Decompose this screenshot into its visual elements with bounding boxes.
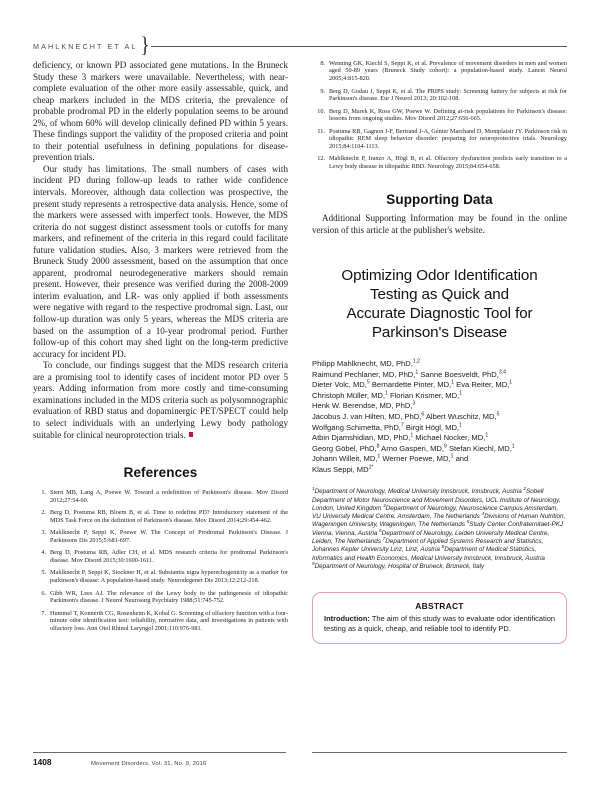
article-title-line: Parkinson's Disease bbox=[371, 324, 508, 342]
end-mark-icon bbox=[189, 432, 194, 437]
reference-number: 5. bbox=[41, 569, 46, 577]
reference-item bbox=[312, 88, 567, 103]
journal-citation: Movement Disorders, Vol. 31, No. 9, 2016 bbox=[91, 761, 207, 767]
reference-item bbox=[312, 108, 567, 123]
abstract-box bbox=[312, 592, 567, 644]
reference-item bbox=[33, 610, 288, 632]
body-paragraph: deficiency, or known PD associated gene mutations. In the Bruneck Study these 3 markers were unavailable. Nevertheless, with near-complete evaluation of the other more easily assessable, quick, and cheap markers included in the MDS criteria, the prevalence of probable prodromal PD in the elderly population seems to be around 2%, of whom 60% will develop clinically defined PD within 5 years. These findings support the validity of the proposed criteria and point to their potential usefulness in defining populations for disease-prevention trials. bbox=[33, 60, 288, 163]
reference-number: 3. bbox=[41, 529, 46, 537]
reference-text: Gibb WR, Lees AJ. The relevance of the Lewy body to the pathogenesis of idiopathic Parkinson's disease. J Neurol Neurosurg Psychiatry 1988;51:745-752. bbox=[50, 589, 288, 604]
affiliations: $^1$Department of Neurology, Medical University Innsbruck, Innsbruck, Austria $^2$Sobell Department of Motor Neuroscience and Movement Disorders, UCL Institute of Neurology, London, United Kingdom $^3$Department of Neurology, Neuroscience Campus Amsterdam, VU University Medical Centre, Amsterdam, The Netherlands $^4$Divisions of Human Nutrition, Wageningen University, Wageningen, The Netherlands $^5$Study Center Confraternitaet-PKJ Vienna, Vienna, Austria $^6$Department of Neurology, Leiden University Medical Centre, Leiden, The Netherlands $^7$Department of Applied Systems Research and Statistics, Johannes Kepler University Linz, Linz, Austria $^8$Department of Medical Statistics, Informatics and Health Economics, Medical University Innsbruck, Innsbruck, Austria $^9$Department of Neurology, Hospital of Bruneck, Bruneck, Italy bbox=[312, 486, 566, 570]
author-affiliation-marker: 7 bbox=[400, 422, 404, 429]
running-head: MAHLKNECHT ET AL } bbox=[33, 38, 567, 54]
affiliation-marker: 5 bbox=[466, 519, 470, 525]
reference-number: 7. bbox=[41, 609, 46, 617]
author-name: Eva Reiter, MD, bbox=[454, 380, 510, 390]
author-name: Albert Wuschitz, MD, bbox=[424, 412, 497, 422]
body-paragraph: Our study has limitations. The small numbers of cases with incident PD during follow-up leads to rather wide confidence intervals. Moreover, although data collection was prospective, the present study represents a retrospective data analysis. Hence, some of the markers were assessed with imperfect tools. However, the MDS criteria do not suggest distinct assessment tools or cutoffs for many markers, and refinement of the criteria in this regard could facilitate future validation studies. Also, 3 markers were retrieved from the Bruneck Study 2000 assessment, based on the assumption that once apparent, prodromal neurodegenerative markers should remain present. However, their presence was verified during the 2008-2009 interim evaluation, and LR- was only applied if both assessments were negative with regard to the respective prodromal sign. Last, our follow-up duration was only 5 years, whereas the MDS criteria are based on the assumption of a 10-year prodromal period. Further follow-up of this cohort may shed light on the long-term predictive accuracy for incident PD. bbox=[33, 163, 288, 359]
author-affiliation-marker: 1 bbox=[509, 379, 513, 386]
author-name: Florian Krismer, MD, bbox=[387, 390, 460, 400]
reference-item bbox=[33, 509, 288, 524]
affiliation-marker: 8 bbox=[441, 544, 445, 550]
reference-item bbox=[33, 549, 288, 564]
reference-text: Wenning GK, Kiechl S, Seppi K, et al. Prevalence of movement disorders in men and women aged 50-89 years (Bruneck Study cohort): a population-based study. Lancet Neurol 2005;4:815-820. bbox=[329, 60, 567, 82]
references-heading-wrap bbox=[33, 465, 288, 480]
author-line bbox=[312, 454, 567, 465]
reference-text: Mahlknecht P, Seppi K, Poewe W. The Concept of Prodromal Parkinson's Disease. J Parkinsons Dis 2015;5:681-697. bbox=[50, 529, 288, 544]
supporting-data-text: Additional Supporting Information may be found in the online version of this article at the publisher's website. bbox=[312, 213, 567, 235]
author-name: Klaus Seppi, MD bbox=[312, 464, 369, 474]
left-column bbox=[33, 60, 288, 637]
references-heading: References bbox=[123, 465, 198, 481]
author-name: Johann Willeit, MD, bbox=[312, 454, 378, 464]
running-head-text: MAHLKNECHT ET AL bbox=[33, 41, 138, 51]
body-paragraph bbox=[33, 360, 288, 441]
author-line bbox=[312, 444, 567, 455]
reference-number: 12. bbox=[317, 155, 325, 163]
supporting-data-heading: Supporting Data bbox=[386, 192, 493, 208]
author-line bbox=[312, 359, 567, 370]
author-line bbox=[312, 380, 567, 391]
author-name: Werner Poewe, MD, bbox=[380, 454, 451, 464]
reference-number: 8. bbox=[320, 60, 325, 67]
affiliation-marker: 3 bbox=[383, 502, 386, 508]
abstract-body-text: The aim of this study was to evaluate odor identification testing as a quick, cheap, and reliable tool to identify PD. bbox=[324, 614, 555, 633]
author-name: Dieter Volc, MD, bbox=[312, 380, 367, 390]
author-affiliation-marker: 3,4 bbox=[498, 369, 506, 376]
article-title-line: Optimizing Odor Identification bbox=[341, 267, 538, 285]
reference-text: Hummel T, Konnerth CG, Rosenheim K, Kobal G. Screening of olfactory function with a four-minute odor identification test: reliability, normative data, and investigations in patients with olfactory loss. Ann Otol Rhinol Laryngol 2001;110:976-981. bbox=[50, 609, 288, 632]
author-affiliation-marker: 1 bbox=[451, 379, 455, 386]
author-affiliation-marker: 6 bbox=[421, 411, 425, 418]
author-affiliation-marker: 9 bbox=[444, 443, 447, 450]
author-affiliation-marker: 1,2 bbox=[412, 358, 420, 365]
reference-item bbox=[33, 590, 288, 605]
footer-rule bbox=[33, 752, 286, 753]
author-name: Michael Nocker, MD, bbox=[413, 433, 486, 443]
reference-text: Mahlknecht P, Seppi K, Stockner H, et al. Substantia nigra hyperechogenicity as a marker for parkinson's disease: A population-based study. Neurodegener Dis 2013;12:212-218. bbox=[50, 569, 288, 584]
author-affiliation-marker: 1 bbox=[459, 390, 463, 397]
reference-text: Postuma RB, Gagnon J-F, Bertrand J-A, Génier Marchand D, Montplaisir JY. Parkinson risk in idiopathic REM sleep behavior disorder: preparing for neuroprotective trials. Neurology 2015;84:1104-1113. bbox=[329, 127, 567, 150]
author-affiliation-marker: 1 bbox=[410, 432, 414, 439]
page-number: 1408 bbox=[33, 757, 52, 767]
author-affiliation-marker: 1 bbox=[415, 369, 419, 376]
reference-item bbox=[312, 128, 567, 150]
author-affiliation-marker: 1 bbox=[450, 453, 454, 460]
affiliation-marker: 7 bbox=[382, 535, 386, 541]
author-line bbox=[312, 370, 567, 381]
author-name: Atbin Djamshidian, MD, PhD, bbox=[312, 433, 411, 443]
author-name: Philipp Mahlknecht, MD, PhD, bbox=[312, 359, 413, 369]
author-list bbox=[312, 359, 567, 475]
author-name: Birgit Högl, MD, bbox=[403, 422, 460, 432]
body-paragraph-text: To conclude, our findings suggest that the MDS research criteria are a promising tool to identify cases of incident motor PD over 5 years. Adding information from more costly and time-consuming examinations included in the MDS criteria such as polysomnographic evaluation of RBD status and dopaminergic PET/SPECT could help to select individuals with an underlying Lewy body pathology suitable for clinical neuroprotection trials. bbox=[33, 360, 288, 440]
author-affiliation-marker: 1 bbox=[377, 453, 381, 460]
reference-text: Berg D, Marek K, Ross GW, Poewe W. Defining at-risk populations for Parkinson's disease: lessons from ongoing studies. Mov Disord 2012;27:656-665. bbox=[329, 107, 567, 123]
author-line bbox=[312, 423, 567, 434]
author-name: Henk W. Berendse, MD, PhD, bbox=[312, 401, 413, 411]
author-name: Jacobus J. van Hilten, MD, PhD, bbox=[312, 412, 422, 422]
reference-number: 10. bbox=[317, 107, 325, 115]
author-affiliation-marker: 1* bbox=[368, 464, 374, 471]
author-name: Georg Göbel, PhD, bbox=[312, 443, 377, 453]
author-affiliation-marker: 8 bbox=[376, 443, 380, 450]
reference-number: 1. bbox=[41, 489, 46, 497]
reference-number: 9. bbox=[320, 87, 325, 95]
article-title bbox=[312, 266, 567, 342]
affiliation-marker: 6 bbox=[379, 527, 382, 533]
author-affiliation-marker: 1 bbox=[385, 390, 388, 397]
right-column bbox=[312, 60, 567, 644]
author-line bbox=[312, 433, 567, 444]
abstract-text bbox=[324, 614, 555, 633]
author-affiliation-marker: 3 bbox=[412, 400, 416, 407]
author-name: Stefan Kiechl, MD, bbox=[446, 443, 512, 453]
footer-rule-right bbox=[312, 752, 567, 753]
author-line bbox=[312, 401, 567, 412]
reference-number: 2. bbox=[41, 509, 46, 517]
reference-text: Stern MB, Lang A, Poewe W. Toward a redefinition of Parkinson's disease. Mov Disord 2012;27:54-60. bbox=[50, 489, 288, 504]
footer-row bbox=[33, 757, 567, 767]
author-name: Arno Gasperi, MD, bbox=[379, 443, 445, 453]
affiliation-marker: 4 bbox=[481, 511, 485, 517]
reference-text: Berg D, Godau J, Seppi K, et al. The PRIPS study: Screening battery for subjects at risk for Parkinson's disease. Eur J Neurol 2013; 20:102-108. bbox=[329, 87, 567, 102]
author-line bbox=[312, 412, 567, 423]
author-affiliation-marker: 1 bbox=[511, 443, 515, 450]
reference-number: 11. bbox=[317, 127, 325, 135]
supporting-data-heading-wrap bbox=[312, 192, 567, 207]
abstract-label: Introduction: bbox=[324, 614, 370, 624]
references-list-right bbox=[312, 60, 567, 170]
reference-text: Berg D, Postuma RB, Adler CH, et al. MDS research criteria for prodromal Parkinson's disease. Mov Disord 2015;30:1600-1611. bbox=[50, 549, 288, 564]
author-line bbox=[312, 465, 567, 476]
reference-text: Mahlknecht P, Iranzo A, Högl B, et al. Olfactory dysfunction predicts early transition to a Lewy body disease in idiopathic RBD. Neurology 2015;84:654-658. bbox=[329, 155, 567, 170]
abstract-heading: ABSTRACT bbox=[415, 601, 464, 612]
reference-item bbox=[312, 60, 567, 82]
author-affiliation-marker: 5 bbox=[366, 379, 370, 386]
author-affiliation-marker: 1 bbox=[485, 432, 489, 439]
reference-item bbox=[33, 569, 288, 584]
reference-text: Berg D, Postuma RB, Bloem B, et al. Time to redefine PD? Introductory statement of the MDS Task Force on the definition of Parkinson's disease. Mov Disord 2014;29:454-462. bbox=[50, 509, 288, 524]
reference-item bbox=[33, 489, 288, 504]
affiliation-marker: 1 bbox=[312, 486, 315, 492]
references-list-left bbox=[33, 489, 288, 632]
reference-item bbox=[33, 529, 288, 544]
affiliation-marker: 9 bbox=[312, 560, 315, 566]
author-name: Bernardette Pinter, MD, bbox=[369, 380, 452, 390]
author-name: and bbox=[453, 454, 469, 464]
author-name: Wolfgang Schimetta, PhD, bbox=[312, 422, 401, 432]
page-footer bbox=[33, 752, 567, 767]
author-affiliation-marker: 5 bbox=[496, 411, 500, 418]
author-line bbox=[312, 391, 567, 402]
reference-number: 6. bbox=[41, 589, 46, 597]
author-affiliation-marker: 1 bbox=[459, 422, 462, 429]
author-name: Christoph Müller, MD, bbox=[312, 390, 386, 400]
author-name: Sanne Boesveldt, PhD, bbox=[418, 369, 499, 379]
affiliation-marker: 2 bbox=[523, 486, 527, 492]
article-title-line: Testing as Quick and bbox=[370, 286, 509, 304]
reference-number: 4. bbox=[41, 549, 46, 557]
author-name: Raimund Pechlaner, MD, PhD, bbox=[312, 369, 416, 379]
article-title-line: Accurate Diagnostic Tool for bbox=[346, 305, 533, 323]
reference-item bbox=[312, 155, 567, 170]
running-head-rule bbox=[151, 46, 567, 47]
